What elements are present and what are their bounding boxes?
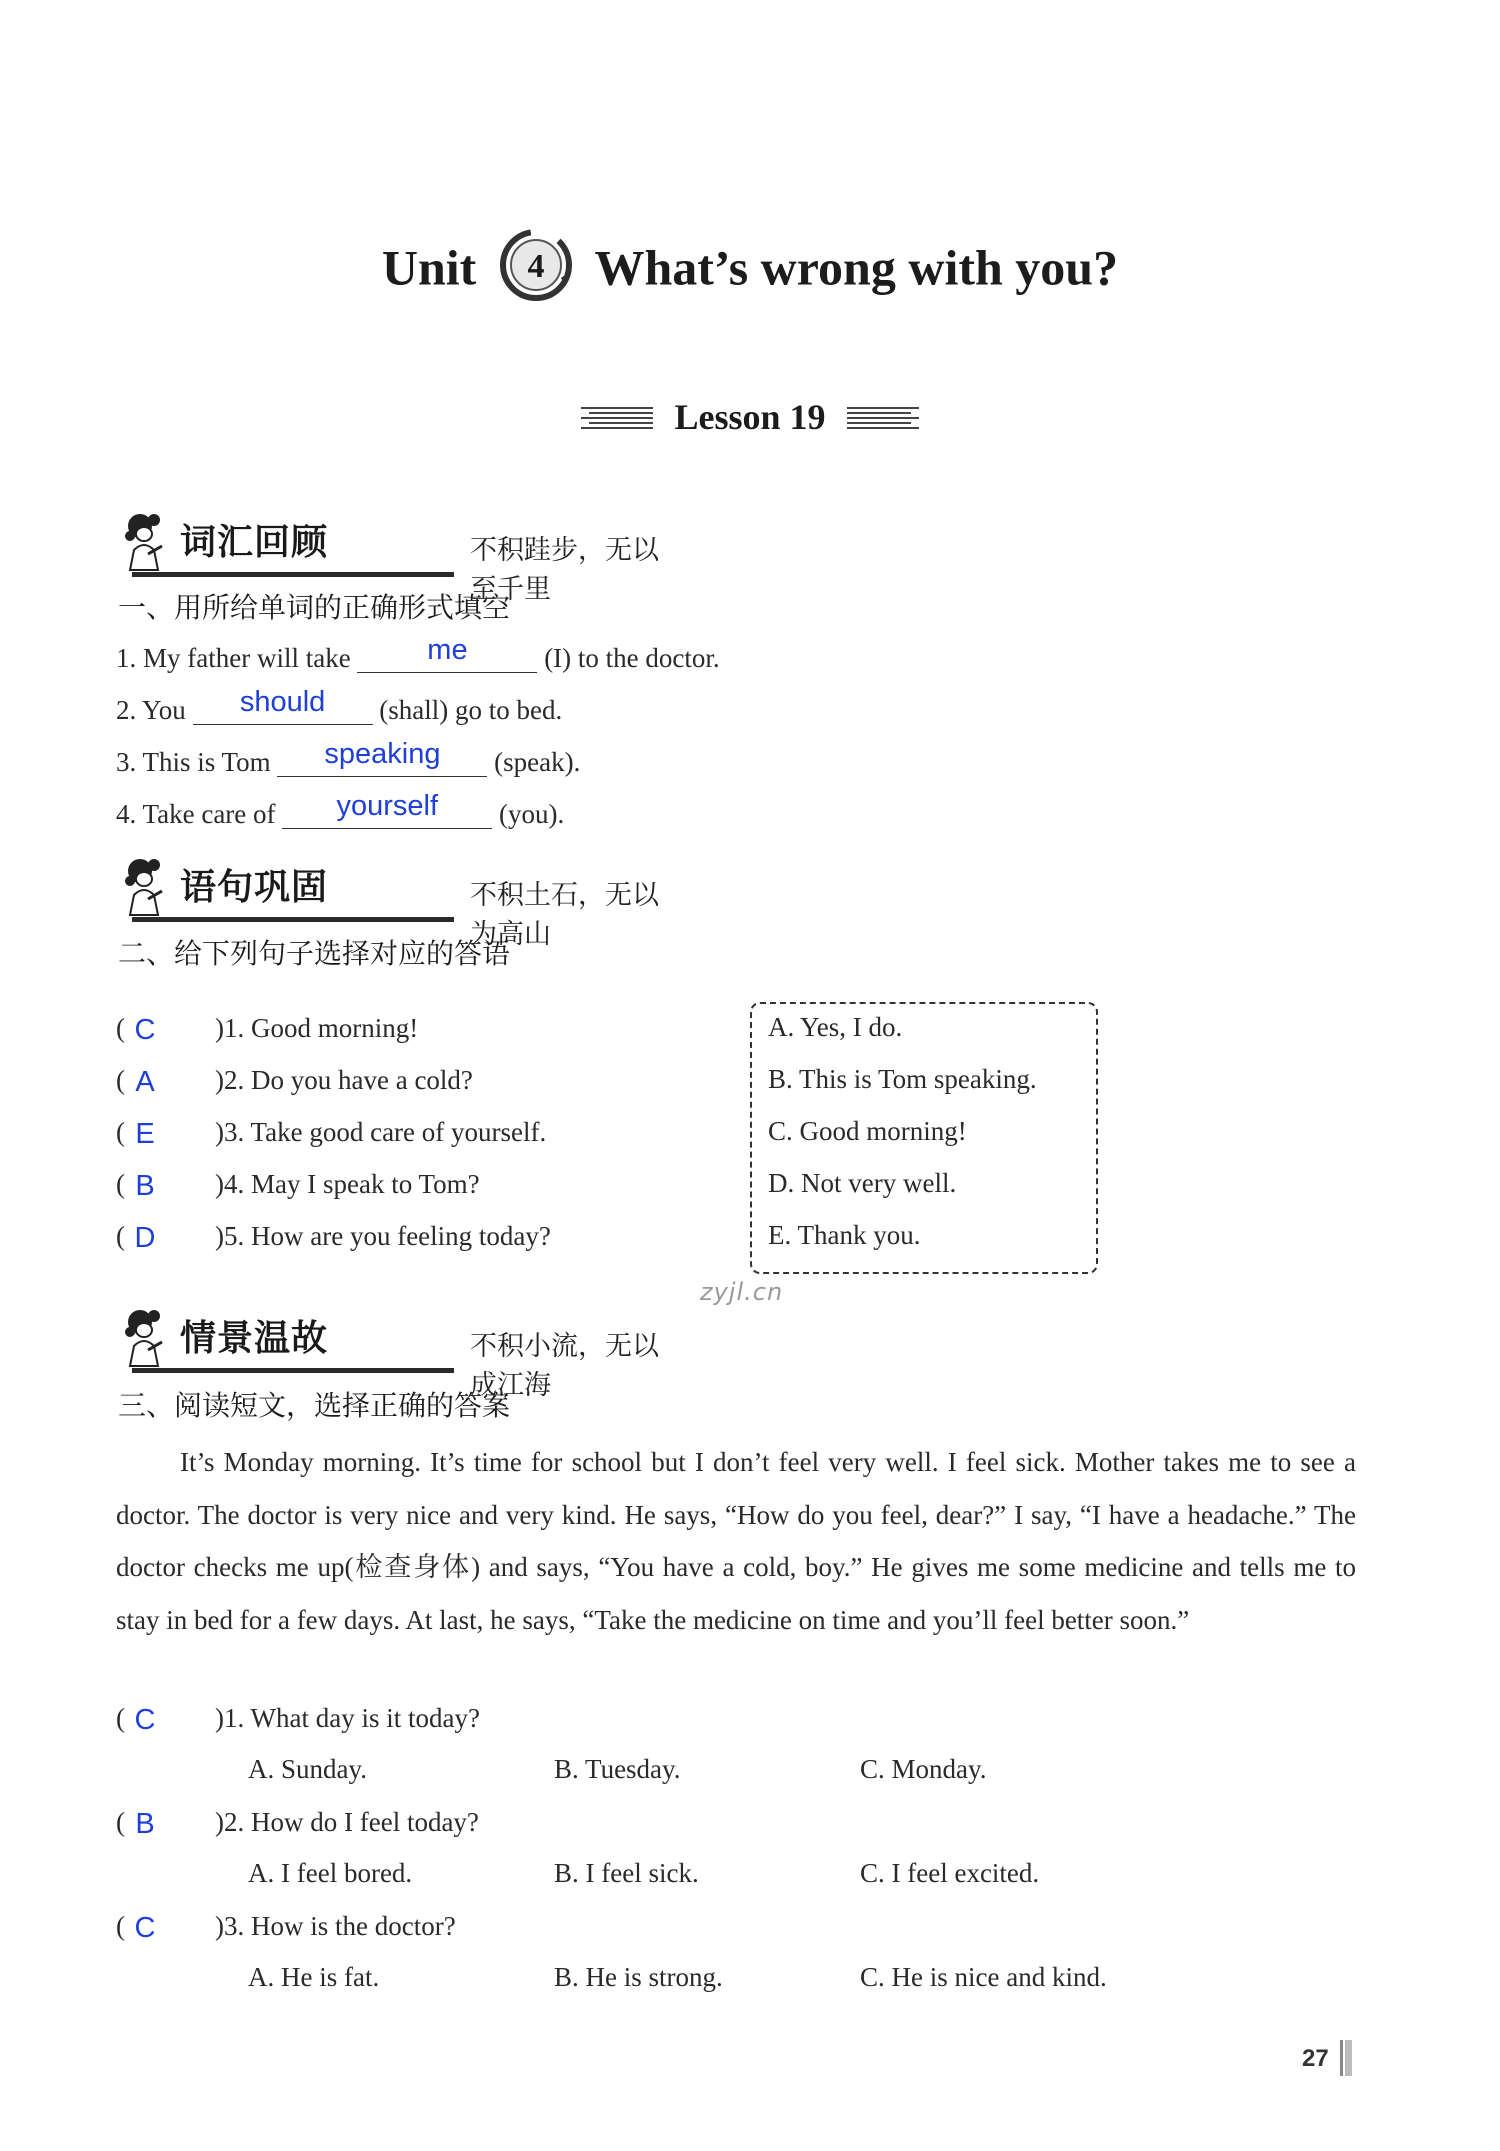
watermark: zyjl.cn [700, 1278, 784, 1306]
answer-letter[interactable]: B [135, 1808, 155, 1840]
answer-letter[interactable]: D [134, 1222, 156, 1254]
match-item-1: ( C )1. Good morning! [116, 1013, 419, 1046]
match-item-3: ( E )3. Take good care of yourself. [116, 1117, 547, 1150]
fill-item-1: 1. My father will take me (I) to the doctor. [116, 634, 720, 673]
lesson-title: Lesson 19 [674, 397, 826, 437]
section-header-sentence [118, 855, 678, 950]
question-1: ( C )1. What day is it today? [116, 1703, 480, 1736]
question-3: ( C )3. How is the doctor? [116, 1911, 456, 1944]
section-underline [132, 572, 454, 577]
match-item-5: ( D )5. How are you feeling today? [116, 1221, 551, 1254]
answer-letter[interactable]: C [134, 1912, 156, 1944]
option-c: C. Good morning! [768, 1116, 967, 1146]
match-item-4: ( B )4. May I speak to Tom? [116, 1169, 480, 1202]
section-motto: 不积小流，无以成江海 [470, 1331, 659, 1401]
option-b: B. This is Tom speaking. [768, 1064, 1037, 1094]
answer-letter[interactable]: B [135, 1170, 155, 1202]
section-header-vocab [118, 510, 678, 605]
part1-instruction: 一、用所给单词的正确形式填空 [118, 591, 511, 624]
answer-blank[interactable]: speaking [277, 746, 487, 777]
part2-instruction: 二、给下列句子选择对应的答语 [118, 937, 511, 970]
part3-instruction: 三、阅读短文，选择正确的答案 [118, 1389, 511, 1422]
q1-choice-a: A. Sunday. [248, 1754, 367, 1784]
unit-title [0, 236, 1500, 310]
option-d: D. Not very well. [768, 1168, 957, 1198]
q3-choice-b: B. He is strong. [554, 1962, 723, 1992]
q1-choice-b: B. Tuesday. [554, 1754, 681, 1784]
girl-mascot-icon [118, 855, 174, 921]
unit-question: What’s wrong with you? [594, 239, 1119, 296]
lesson-heading [0, 396, 1500, 438]
q2-choice-c: C. I feel excited. [860, 1858, 1040, 1888]
section-header-scene [118, 1306, 678, 1401]
answer-letter[interactable]: A [135, 1066, 155, 1098]
section-title: 情景温故 [180, 1318, 329, 1359]
answer-blank[interactable]: me [357, 642, 537, 673]
fill-item-4: 4. Take care of yourself (you). [116, 790, 565, 829]
girl-mascot-icon [118, 1306, 174, 1372]
page-edge-bar [1340, 2040, 1352, 2076]
section-motto: 不积跬步，无以至千里 [470, 535, 659, 605]
section-title: 词汇回顾 [180, 522, 329, 563]
q3-choice-c: C. He is nice and kind. [860, 1962, 1107, 1992]
fill-item-3: 3. This is Tom speaking (speak). [116, 738, 581, 777]
match-item-2: ( A )2. Do you have a cold? [116, 1065, 473, 1098]
reading-passage: It’s Monday morning. It’s time for school but I don’t feel very well. I feel sick. Mother takes me to see a doctor. The doctor is very nice and very kind. He says, “How do you feel, dear?” I say, “I have a headache.” The doctor checks me up(检查身体) and says, “You have a cold, boy.” He gives me some medicine and tells me to stay in bed for a few days. At last, he says, “Take the medicine on time and you’ll feel better soon.” [116, 1447, 1356, 1635]
fill-item-2: 2. You should (shall) go to bed. [116, 686, 563, 725]
section-underline [132, 1368, 454, 1373]
unit-number: 4 [527, 248, 545, 285]
answer-blank[interactable]: yourself [282, 798, 492, 829]
section-underline [132, 917, 454, 922]
answer-letter[interactable]: E [135, 1118, 155, 1150]
section-title: 语句巩固 [180, 867, 329, 908]
decorative-bars-right-icon [847, 406, 919, 430]
answer-letter[interactable]: C [134, 1704, 156, 1736]
option-a: A. Yes, I do. [768, 1012, 903, 1042]
answer-blank[interactable]: should [193, 694, 373, 725]
q3-choice-a: A. He is fat. [248, 1962, 380, 1992]
unit-label: Unit [381, 239, 477, 296]
question-2: ( B )2. How do I feel today? [116, 1807, 479, 1840]
answer-letter[interactable]: C [134, 1014, 156, 1046]
decorative-bars-left-icon [581, 406, 653, 430]
section-motto: 不积土石，无以为高山 [470, 880, 659, 950]
girl-mascot-icon [118, 510, 174, 576]
page-number: 27 [1302, 2045, 1329, 2072]
unit-number-badge [499, 228, 573, 302]
q2-choice-a: A. I feel bored. [248, 1858, 413, 1888]
q1-choice-c: C. Monday. [860, 1754, 987, 1784]
option-e: E. Thank you. [768, 1220, 921, 1250]
q2-choice-b: B. I feel sick. [554, 1858, 699, 1888]
